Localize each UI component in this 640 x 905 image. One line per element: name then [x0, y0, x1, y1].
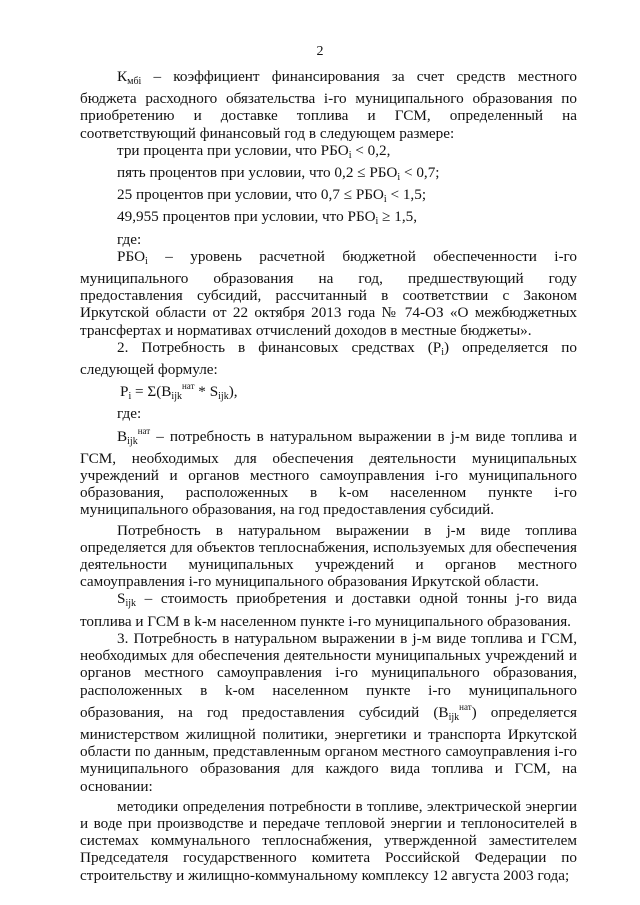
paragraph-fuel-need: Потребность в натуральном выражении в j-м виде топлива определяется для объектов теплоснабжения, используемых для обеспечения деятельности муниципальных учреждений и органов местного самоуправления i-го муниципального образования Иркутской области.	[80, 521, 577, 591]
condition-2-tail: < 0,7;	[400, 164, 440, 182]
condition-3-text: 25 процентов при условии, что 0,7 ≤ РБО	[117, 186, 384, 204]
condition-1	[80, 142, 577, 164]
formula-sum: = Σ(B	[131, 383, 172, 401]
page-number: 2	[316, 44, 324, 59]
formula-end: ),	[228, 383, 238, 401]
term-k: К	[117, 68, 128, 85]
p2-lead: 2. Потребность в финансовых средствах (P	[117, 338, 442, 356]
formula-b-sub: ijk	[171, 391, 182, 403]
condition-3-sub: i	[383, 194, 387, 206]
term-b-subscript: ijk	[127, 435, 138, 447]
term-k-subscript: мбi	[127, 76, 142, 87]
formula	[80, 378, 577, 405]
where-label-2: где:	[117, 405, 142, 423]
term-rbo-subscript: i	[145, 255, 148, 267]
k-definition-text: – коэффициент финансирования за счет средств местного бюджета расходного обязательства i-го муниципального образования по приобретению и доставке топлива и ГСМ, определенный на соответствующий финансовый год в следующем размере:	[80, 68, 577, 142]
p3-b-term: B	[438, 703, 449, 721]
s-definition-text: – стоимость приобретения и доставки одной тонны j-го вида топлива и ГСМ в k-м населенном пункте i-го муниципального образования.	[80, 590, 577, 630]
term-s-subscript: ijk	[125, 598, 137, 610]
condition-1-text: три процента при условии, что РБО	[117, 141, 349, 159]
term-rbo: РБО	[117, 247, 146, 265]
condition-1-tail: < 0,2,	[351, 141, 391, 159]
document-body	[80, 68, 577, 884]
p3-lead: 3. Потребность в натуральном выражении в j-м виде топлива и ГСМ, необходимых для обеспечения деятельности муниципальных учреждений и органов местного самоуправления i-го муниципального образования, расположенных в k-ом населенном пункте i-го муниципального образования, на год предоставления субсидий (	[80, 629, 577, 721]
paragraph-s-definition	[80, 590, 577, 629]
p3-b-sup: нат	[459, 701, 472, 712]
condition-4	[80, 208, 577, 230]
term-b-superscript: нат	[137, 425, 151, 436]
condition-4-text: 49,955 процентов при условии, что РБО	[117, 208, 376, 226]
condition-2-text: пять процентов при условии, что 0,2 ≤ РБО	[117, 164, 398, 182]
where-label-1: где:	[117, 230, 142, 248]
p2-sub: i	[441, 346, 445, 358]
paragraph-rbo	[80, 248, 577, 339]
term-s: S	[117, 590, 126, 608]
p3-b-sub: ijk	[448, 711, 460, 723]
condition-2	[80, 164, 577, 186]
condition-2-sub: i	[397, 172, 401, 184]
b-definition-text: – потребность в натуральном выражении в j-м виде топлива и ГСМ, необходимых для обеспечения деятельности муниципальных учреждений и органов местного самоуправления i-го муниципального образования, расположенных в k-ом населенном пункте i-го муниципального образования, на год предоставления субсидий.	[80, 427, 577, 519]
condition-3-tail: < 1,5;	[386, 186, 427, 204]
formula-lhs-sub: i	[128, 391, 132, 403]
condition-3	[80, 186, 577, 208]
paragraph-k-coefficient	[80, 68, 577, 142]
paragraph-2-need	[80, 339, 577, 378]
rbo-definition-text: – уровень расчетной бюджетной обеспеченности i-го муниципального образования на год, предшествующий году предоставления субсидий, рассчитанный в соответствии с Законом Иркутской области от 22 октября 2013 года № 74-ОЗ «О межбюджетных трансфертах и нормативах отчислений доходов в местные бюджеты».	[80, 247, 577, 339]
p3-tail: ) определяется министерством жилищной политики, энергетики и транспорта Иркутской области по данным, представленным органом местного самоуправления i-го муниципального образования для каждого вида топлива и ГСМ, на основании:	[80, 703, 577, 795]
paragraph-methodology: методики определения потребности в топливе, электрической энергии и воде при производстве и передаче тепловой энергии и теплоносителей в системах коммунального теплоснабжения, утвержденной заместителем Председателя государственного комитета Российской Федерации по строительству и жилищно-коммунальному комплексу 12 августа 2003 года;	[80, 797, 577, 884]
paragraph-b-definition	[80, 423, 577, 519]
condition-1-sub: i	[348, 149, 352, 161]
condition-4-sub: i	[375, 216, 379, 228]
condition-4-tail: ≥ 1,5,	[378, 208, 418, 226]
paragraph-3	[80, 630, 577, 795]
p2-tail: ) определяется по следующей формуле:	[80, 338, 577, 379]
formula-mul: * S	[194, 383, 219, 401]
formula-s-sub: ijk	[218, 391, 229, 403]
formula-b-sup: нат	[181, 381, 195, 392]
formula-lhs: P	[120, 383, 129, 401]
term-b: B	[117, 427, 128, 445]
